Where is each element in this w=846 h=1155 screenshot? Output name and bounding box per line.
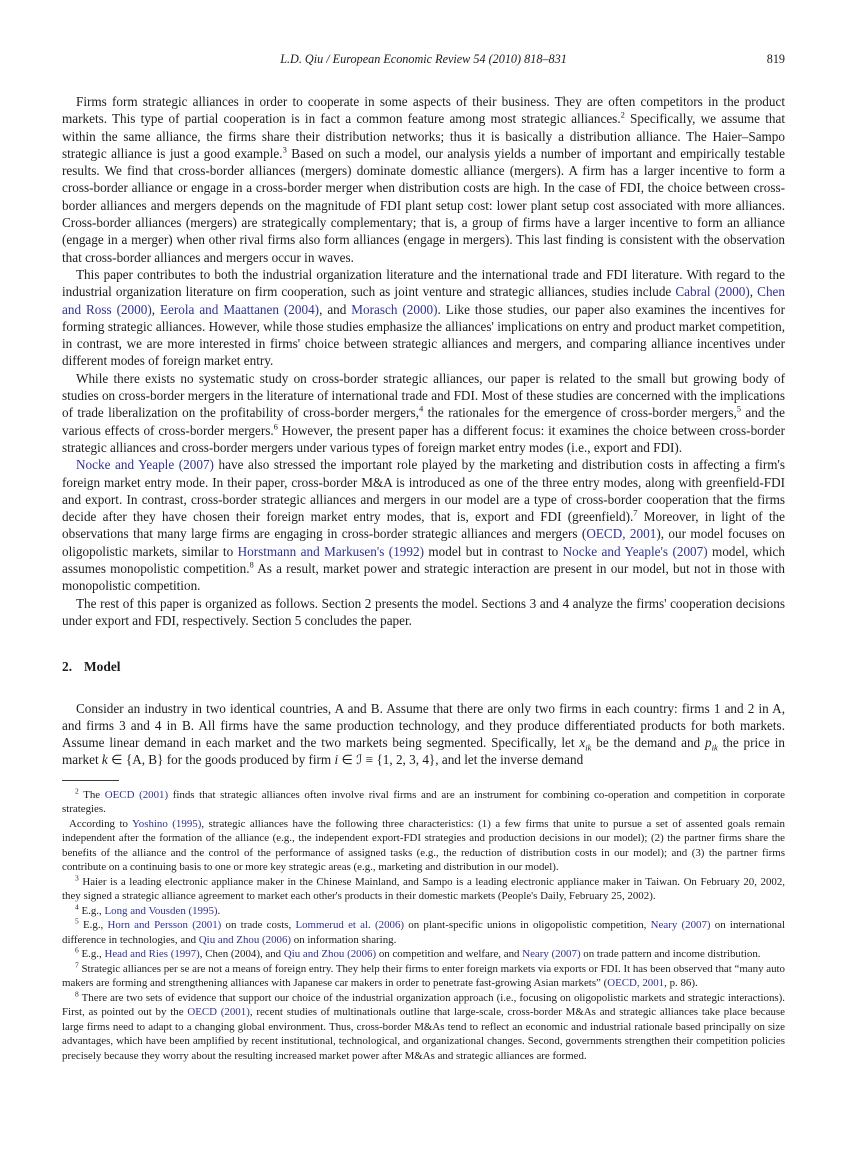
math-variable: i [334,752,339,768]
footnote-ref[interactable]: 7 [633,507,638,518]
citation-link[interactable]: Horstmann and Markusen's (1992) [237,543,424,559]
footnote: $^6$ E.g., Head and Ries (1997), Chen (2004), and Qiu and Zhou (2006) on competition and welfare, and Neary (2007) on trade pattern and income distribution. [75,945,761,961]
math-subscript: ik [585,742,592,753]
citation-link[interactable]: Nocke and Yeaple's (2007) [562,543,708,559]
footnote: $^2$ The OECD (2001) finds that strategic alliances often involve rival firms and are an instrument for combining co-operation and competition in corporate strategies. [62,786,785,816]
footnote-marker: 8 [75,989,79,999]
footnote-ref[interactable]: 6 [273,421,278,432]
citation-link[interactable]: Yoshino (1995) [132,817,202,830]
paragraph: Consider an industry in two identical countries, A and B. Assume that there are only two firms in each country: firms 1 and 2 in A, and firms 3 and 4 in B. All firms have the same production technology, and they produce differentiated products for both markets. Assume linear demand in each market and the two markets being segmented. Specifically, let $x_{ik}$ be the demand and $p_{ik}$ the price in market k ∈ {A, B} for the goods produced by firm i ∈ ℐ ≡ {1, 2, 3, 4}, and let the inverse demand [62,700,785,768]
footnote: According to Yoshino (1995), strategic alliances have the following three characteristics: (1) a few firms that unite to pursue a set of assented goals remain independent after the formation of the alliance (e.g., the independent export-FDI strategies and production decisions in our model); (2) the partner firms share the benefits of the alliance and the control of the performance of assigned tasks (e.g., the reduction of distribution costs in our model); and (3) the partner firms contribute on a continuing basis to one or more key strategic areas (e.g., marketing and distribution in our model). [62,817,786,874]
footnote: $^7$ Strategic alliances per se are not a means of foreign entry. They help their firms to enter foreign markets via exports or FDI. It has been observed that “many auto makers are forming and strengthening alliances with Japanese car makers in order to penetrate fast-growing Asian markets” (OECD, 2001, p. 86). [62,960,785,990]
paragraph: Firms form strategic alliances in order to cooperate in some aspects of their business. They are often competitors in the product markets. This type of partial cooperation is in fact a common feature among most strategic alliances.$^2$ Specifically, we assume that within the same alliance, the firms share their distribution networks; thus it is basically a distribution alliance. The Haier–Sampo strategic alliance is just a good example.$^3$ Based on such a model, our analysis yields a number of important and empirically testable results. We find that cross-border alliances (mergers) dominate domestic alliance (mergers). A firm has a larger incentive to form a cross-border alliance or engage in a cross-border merger when distribution costs are high. In the case of FDI, the choice between cross-border alliances and mergers depends on the magnitude of FDI plant setup cost: lower plant setup cost associated with more alliances. Cross-border alliances (mergers) are strategically complementary; that is, a group of firms have a larger incentive to form an alliance (engage in a merger) when other rival firms also form alliances (engage in mergers). This last finding is consistent with the observation that cross-border alliances and mergers occur in waves. [62,94,785,265]
citation-link[interactable]: Horn and Persson (2001) [107,919,222,932]
section-title: Model [84,659,121,675]
citation-link[interactable]: OECD (2001) [104,788,169,801]
citation-link[interactable]: Morasch (2000) [351,301,438,317]
footnote-marker: 6 [75,945,79,955]
footnote-divider [62,780,119,781]
citation-link[interactable]: Neary (2007) [522,948,581,961]
citation-link[interactable]: Eerola and Maattanen (2004) [159,301,320,317]
page-number: 819 [766,52,785,66]
footnote: $^4$ E.g., Long and Vousden (1995). [75,902,221,917]
footnote-ref[interactable]: 8 [249,559,254,570]
footnote-marker: 2 [75,786,79,796]
footnotes-section [62,780,785,1064]
footnote-ref[interactable]: 3 [282,144,287,155]
section-heading [62,658,785,675]
math-subscript: ik [711,742,718,753]
citation-link[interactable]: Long and Vousden (1995) [104,904,218,917]
footnote-marker: 4 [75,902,79,912]
citation-link[interactable]: Cabral (2000) [675,284,750,300]
paragraph: While there exists no systematic study on cross-border strategic alliances, our paper is related to the small but growing body of studies on cross-border mergers in the literature of international trade and FDI. Most of these studies are concerned with the implications of trade liberalization on the profitability of cross-border mergers,$^4$ the rationales for the emergence of cross-border mergers,$^5$ and the various effects of cross-border mergers.$^6$ However, the present paper has a different focus: it examines the choice between cross-border strategic alliances and cross-border mergers under various types of foreign market entry modes (i.e., export and FDI). [62,370,786,455]
citation-link[interactable]: Head and Ries (1997) [104,948,200,961]
citation-link[interactable]: OECD (2001) [187,1006,250,1019]
footnote-list [62,788,785,1064]
citation-link[interactable]: Chen and Ross (2000) [62,284,786,317]
citation-link[interactable]: OECD, 2001 [586,526,657,542]
citation-link[interactable]: Lommerud et al. (2006) [295,919,405,932]
footnote-marker: 3 [75,873,79,883]
math-variable: p [704,735,712,751]
footnote-marker: 7 [75,960,79,970]
article-body [62,93,785,769]
citation-link[interactable]: Nocke and Yeaple (2007) [76,457,214,473]
citation-link[interactable]: OECD, 2001 [607,977,665,990]
math-variable: x [579,735,586,751]
footnote-ref[interactable]: 4 [419,403,424,414]
paragraph: This paper contributes to both the industrial organization literature and the international trade and FDI literature. With regard to the industrial organization literature on firm cooperation, such as joint venture and strategic alliances, studies include Cabral (2000), Chen and Ross (2000), Eerola and Maattanen (2004), and Morasch (2000). Like those studies, our paper also examines the incentives for forming strategic alliances. However, while those studies emphasize the alliances' implications on entry and product market competition, in contrast, we are more interested in firms' choice between strategic alliances and mergers, and comparing alliance incentives under different modes of foreign market entry. [62,266,786,369]
page-header [62,52,785,68]
paragraph: The rest of this paper is organized as follows. Section 2 presents the model. Sections 3 and 4 analyze the firms' cooperation decisions under export and FDI, respectively. Section 5 concludes the paper. [62,595,785,628]
footnote: $^5$ E.g., Horn and Persson (2001) on trade costs, Lommerud et al. (2006) on plant-specific unions in oligopolistic competition, Neary (2007) on international difference in technologies, and Qiu and Zhou (2006) on information sharing. [62,916,785,946]
footnote-ref[interactable]: 2 [620,109,625,120]
footnote-ref[interactable]: 5 [736,403,742,414]
footnote-marker: 5 [75,916,79,926]
footnote: $^8$ There are two sets of evidence that support our choice of the industrial organization approach (i.e., focusing on oligopolistic markets and strategic interactions). First, as pointed out by the OECD (2001), recent studies of multinationals outline that large-scale, cross-border M&As and strategic alliances take place because large firms need to adapt to a changing global environment. Thus, cross-border M&As tend to reflect an economic and industrial rationale based principally on size advantages, which have been amplified by recent institutional, technological, and organizational changes. Second, governments strengthen their competition policies precisely because they worry about the resulting increased market power after M&As and strategic alliances are formed. [62,989,785,1062]
citation-link[interactable]: Neary (2007) [650,919,711,932]
footnote: $^3$ Haier is a leading electronic appliance maker in the Chinese Mainland, and Sampo is a leading electronic appliance maker in Taiwan. On February 20, 2002, they signed a strategic alliance agreement to market each other's products in their domestic markets (People's Daily, February 25, 2002). [62,873,785,903]
citation-link[interactable]: Qiu and Zhou (2006) [283,948,377,961]
math-variable: k [101,752,108,768]
paragraph: Nocke and Yeaple (2007) have also stressed the important role played by the marketing and distribution costs in affecting a firm's foreign market entry mode. In their paper, cross-border M&A is introduced as one of the three entry modes, along with greenfield-FDI and export. In contrast, cross-border strategic alliances and mergers in our model are a type of cross-border cooperation that the firms decide after they have chosen their foreign market entry modes, that is, export and FDI (greenfield).$^7$ Moreover, in light of the observations that many large firms are engaging in cross-border strategic alliances and mergers (OECD, 2001), our model focuses on oligopolistic markets, similar to Horstmann and Markusen's (1992) model but in contrast to Nocke and Yeaple's (2007) model, which assumes monopolistic competition.$^8$ As a result, market power and strategic interaction are present in our model, but not in those with monopolistic competition. [62,457,785,594]
running-title: L.D. Qiu / European Economic Review 54 (2010) 818–831 [280,52,567,66]
section-number: 2. [62,659,73,675]
citation-link[interactable]: Qiu and Zhou (2006) [198,933,292,946]
